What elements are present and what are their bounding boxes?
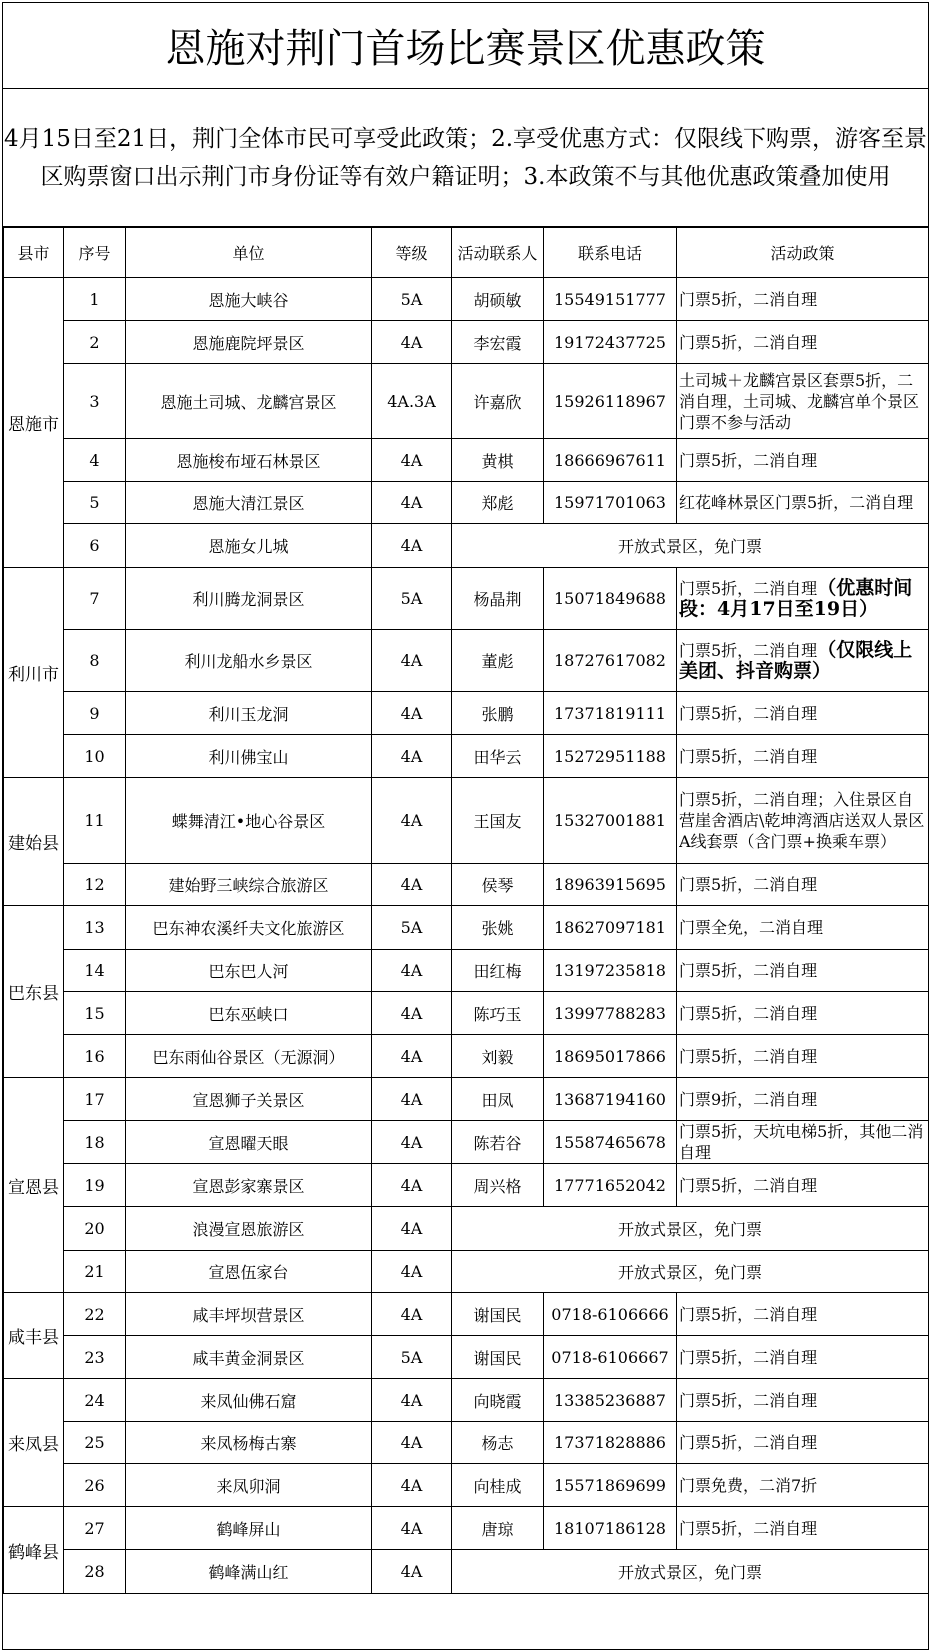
- policy-cell: [677, 321, 929, 364]
- row-number: 11: [64, 778, 126, 864]
- grade-cell: 4A: [372, 1422, 452, 1464]
- grade-cell: 4A: [372, 950, 452, 992]
- policy-cell: [677, 568, 929, 630]
- table-row: [4, 906, 929, 950]
- unit-name: 鹤峰屏山: [126, 1507, 372, 1550]
- row-number: 9: [64, 692, 126, 735]
- table-row: [4, 1336, 929, 1379]
- policy-intro: [3, 89, 928, 227]
- grade-cell: 5A: [372, 278, 452, 321]
- contact-name: 陈若谷: [452, 1121, 544, 1164]
- row-number: 7: [64, 568, 126, 630]
- county-cell: 巴东县: [4, 906, 64, 1078]
- county-cell: 咸丰县: [4, 1293, 64, 1379]
- unit-name: 咸丰坪坝营景区: [126, 1293, 372, 1336]
- open-scenic-note: 开放式景区，免门票: [452, 524, 929, 568]
- policy-cell: [677, 1464, 929, 1507]
- policy-text-wrap: [679, 289, 928, 310]
- policy-cell: [677, 1379, 929, 1422]
- table-row: [4, 950, 929, 992]
- policy-text: 门票5折，二消自理: [679, 961, 818, 980]
- policy-highlight: （仅限线上美团、抖音购票）: [679, 638, 913, 682]
- county-cell: 利川市: [4, 568, 64, 778]
- page-title: 恩施对荆门首场比赛景区优惠政策: [3, 3, 928, 89]
- policy-text-wrap: [679, 332, 928, 353]
- policy-cell: [677, 1078, 929, 1121]
- phone-number: 15571869699: [544, 1464, 677, 1507]
- table-row: [4, 1078, 929, 1121]
- policy-text-wrap: [679, 1089, 928, 1110]
- row-number: 28: [64, 1550, 126, 1594]
- table-row: [4, 692, 929, 735]
- phone-number: 18627097181: [544, 906, 677, 950]
- row-number: 26: [64, 1464, 126, 1507]
- table-row: [4, 1464, 929, 1507]
- policy-text: 门票5折，二消自理；入住景区自营崖舍酒店\乾坤湾酒店送双人景区A线套票（含门票+换乘车票）: [679, 790, 925, 851]
- row-number: 5: [64, 482, 126, 524]
- grade-cell: 4A: [372, 1164, 452, 1207]
- policy-cell: [677, 735, 929, 778]
- grade-cell: 4A: [372, 864, 452, 906]
- grade-cell: 5A: [372, 1336, 452, 1379]
- contact-name: 陈巧玉: [452, 992, 544, 1035]
- contact-name: 王国友: [452, 778, 544, 864]
- unit-name: 恩施大峡谷: [126, 278, 372, 321]
- unit-name: 来凤卯洞: [126, 1464, 372, 1507]
- contact-name: 张鹏: [452, 692, 544, 735]
- contact-name: 张姚: [452, 906, 544, 950]
- policy-cell: [677, 906, 929, 950]
- table-row: [4, 992, 929, 1035]
- grade-cell: 4A: [372, 1035, 452, 1078]
- row-number: 20: [64, 1207, 126, 1251]
- contact-name: 向桂成: [452, 1464, 544, 1507]
- phone-number: 19172437725: [544, 321, 677, 364]
- policy-text-wrap: [679, 1390, 928, 1411]
- policy-cell: [677, 630, 929, 692]
- contact-name: 杨志: [452, 1422, 544, 1464]
- phone-number: 0718-6106667: [544, 1336, 677, 1379]
- row-number: 23: [64, 1336, 126, 1379]
- grade-cell: 5A: [372, 906, 452, 950]
- grade-cell: 4A: [372, 992, 452, 1035]
- contact-name: 田凤: [452, 1078, 544, 1121]
- grade-cell: 4A: [372, 1507, 452, 1550]
- row-number: 25: [64, 1422, 126, 1464]
- contact-name: 胡硕敏: [452, 278, 544, 321]
- row-number: 1: [64, 278, 126, 321]
- policy-text-wrap: [679, 1304, 928, 1325]
- policy-text-wrap: [679, 960, 928, 981]
- row-number: 14: [64, 950, 126, 992]
- policy-text-wrap: [679, 450, 928, 471]
- policy-text-wrap: [679, 1046, 928, 1067]
- unit-name: 宣恩狮子关景区: [126, 1078, 372, 1121]
- grade-cell: 4A: [372, 482, 452, 524]
- row-number: 3: [64, 364, 126, 439]
- table-row: [4, 1035, 929, 1078]
- row-number: 2: [64, 321, 126, 364]
- phone-number: 18695017866: [544, 1035, 677, 1078]
- policy-text: 门票5折，二消自理: [679, 450, 818, 470]
- phone-number: 17371819111: [544, 692, 677, 735]
- policy-text: 门票9折，二消自理: [679, 1089, 818, 1109]
- grade-cell: 4A: [372, 321, 452, 364]
- phone-number: 15071849688: [544, 568, 677, 630]
- unit-name: 来凤杨梅古寨: [126, 1422, 372, 1464]
- table-row: [4, 735, 929, 778]
- contact-name: 侯琴: [452, 864, 544, 906]
- policy-cell: [677, 278, 929, 321]
- policy-text: 门票5折，二消自理: [679, 578, 818, 598]
- policy-text: 门票5折，天坑电梯5折，其他二消自理: [679, 1122, 924, 1162]
- county-cell: 建始县: [4, 778, 64, 906]
- unit-name: 恩施鹿院坪景区: [126, 321, 372, 364]
- header-unit: 单位: [126, 228, 372, 278]
- table-row: [4, 524, 929, 568]
- grade-cell: 4A: [372, 735, 452, 778]
- table-row: [4, 1251, 929, 1293]
- policy-text: 红花峰林景区门票5折，二消自理: [679, 493, 914, 512]
- unit-name: 恩施梭布垭石林景区: [126, 439, 372, 482]
- row-number: 17: [64, 1078, 126, 1121]
- phone-number: 13197235818: [544, 950, 677, 992]
- policy-text-wrap: [679, 576, 913, 620]
- grade-cell: 4A: [372, 778, 452, 864]
- scenic-spot-table: [3, 227, 929, 1594]
- grade-cell: 4A: [372, 524, 452, 568]
- contact-name: 谢国民: [452, 1293, 544, 1336]
- table-row: [4, 1550, 929, 1594]
- policy-cell: [677, 1293, 929, 1336]
- policy-cell: [677, 439, 929, 482]
- grade-cell: 5A: [372, 568, 452, 630]
- phone-number: 13687194160: [544, 1078, 677, 1121]
- phone-number: 18727617082: [544, 630, 677, 692]
- row-number: 4: [64, 439, 126, 482]
- phone-number: 15272951188: [544, 735, 677, 778]
- policy-text-wrap: [679, 874, 928, 895]
- policy-text: 门票5折，二消自理: [679, 1390, 818, 1410]
- open-scenic-note: 开放式景区，免门票: [452, 1251, 929, 1293]
- phone-number: 13385236887: [544, 1379, 677, 1422]
- unit-name: 巴东雨仙谷景区（无源洞）: [126, 1035, 372, 1078]
- policy-text-wrap: [679, 1518, 928, 1539]
- contact-name: 黄棋: [452, 439, 544, 482]
- table-row: [4, 1121, 929, 1164]
- policy-cell: [677, 1507, 929, 1550]
- table-row: [4, 1293, 929, 1336]
- policy-text-wrap: [679, 1347, 928, 1368]
- policy-text: 门票5折，二消自理: [679, 1304, 818, 1324]
- grade-cell: 4A: [372, 439, 452, 482]
- table-row: [4, 1379, 929, 1422]
- contact-name: 向晓霞: [452, 1379, 544, 1422]
- county-cell: 鹤峰县: [4, 1507, 64, 1594]
- county-cell: 宣恩县: [4, 1078, 64, 1293]
- phone-number: 18107186128: [544, 1507, 677, 1550]
- policy-cell: [677, 1035, 929, 1078]
- contact-name: 田红梅: [452, 950, 544, 992]
- header-number: 序号: [64, 228, 126, 278]
- grade-cell: 4A: [372, 1251, 452, 1293]
- grade-cell: 4A: [372, 692, 452, 735]
- table-row: [4, 321, 929, 364]
- phone-number: 18963915695: [544, 864, 677, 906]
- policy-highlight: （优惠时间段：4月17日至19日）: [679, 576, 913, 620]
- policy-text-wrap: [679, 789, 928, 852]
- table-row: [4, 864, 929, 906]
- unit-name: 巴东神农溪纤夫文化旅游区: [126, 906, 372, 950]
- unit-name: 咸丰黄金洞景区: [126, 1336, 372, 1379]
- header-contact: 活动联系人: [452, 228, 544, 278]
- unit-name: 巴东巫峡口: [126, 992, 372, 1035]
- policy-text: 门票5折，二消自理: [679, 746, 818, 766]
- policy-text: 门票5折，二消自理: [679, 1046, 818, 1066]
- contact-name: 董彪: [452, 630, 544, 692]
- row-number: 27: [64, 1507, 126, 1550]
- table-row: [4, 364, 929, 439]
- table-header-row: [4, 228, 929, 278]
- unit-name: 来凤仙佛石窟: [126, 1379, 372, 1422]
- phone-number: 0718-6106666: [544, 1293, 677, 1336]
- policy-text-wrap: [679, 1175, 928, 1196]
- policy-cell: [677, 692, 929, 735]
- policy-cell: [677, 1336, 929, 1379]
- policy-text-wrap: [679, 917, 928, 938]
- row-number: 6: [64, 524, 126, 568]
- table-row: [4, 630, 929, 692]
- phone-number: 17371828886: [544, 1422, 677, 1464]
- contact-name: 周兴格: [452, 1164, 544, 1207]
- table-row: [4, 1164, 929, 1207]
- policy-cell: [677, 1164, 929, 1207]
- row-number: 13: [64, 906, 126, 950]
- policy-text: 门票全免，二消自理: [679, 918, 824, 937]
- phone-number: 15587465678: [544, 1121, 677, 1164]
- grade-cell: 4A: [372, 1121, 452, 1164]
- row-number: 10: [64, 735, 126, 778]
- policy-text: 门票5折，二消自理: [679, 640, 818, 660]
- policy-text: 门票5折，二消自理: [679, 1003, 818, 1023]
- contact-name: 李宏霞: [452, 321, 544, 364]
- phone-number: 15549151777: [544, 278, 677, 321]
- policy-text-wrap: [679, 1003, 928, 1024]
- table-row: [4, 482, 929, 524]
- policy-text: 门票5折，二消自理: [679, 1518, 818, 1538]
- table-row: [4, 568, 929, 630]
- policy-text-wrap: [679, 703, 928, 724]
- unit-name: 鹤峰满山红: [126, 1550, 372, 1594]
- row-number: 22: [64, 1293, 126, 1336]
- unit-name: 恩施土司城、龙麟宫景区: [126, 364, 372, 439]
- contact-name: 谢国民: [452, 1336, 544, 1379]
- grade-cell: 4A: [372, 1550, 452, 1594]
- row-number: 8: [64, 630, 126, 692]
- county-cell: 来凤县: [4, 1379, 64, 1507]
- policy-cell: [677, 950, 929, 992]
- phone-number: 15971701063: [544, 482, 677, 524]
- grade-cell: 4A: [372, 1379, 452, 1422]
- table-body: [4, 278, 929, 1594]
- policy-text-wrap: [679, 492, 928, 513]
- unit-name: 建始野三峡综合旅游区: [126, 864, 372, 906]
- policy-intro-text: 4月15日至21日，荆门全体市民可享受此政策；2.享受优惠方式：仅限线下购票，游客至景区购票窗口出示荆门市身份证等有效户籍证明；3.本政策不与其他优惠政策叠加使用: [3, 125, 928, 190]
- row-number: 12: [64, 864, 126, 906]
- unit-name: 浪漫宣恩旅游区: [126, 1207, 372, 1251]
- row-number: 15: [64, 992, 126, 1035]
- policy-text: 门票5折，二消自理: [679, 703, 818, 723]
- header-phone: 联系电话: [544, 228, 677, 278]
- header-county: 县市: [4, 228, 64, 278]
- policy-text: 门票免费，二消7折: [679, 1475, 818, 1495]
- unit-name: 巴东巴人河: [126, 950, 372, 992]
- policy-text-wrap: [679, 638, 913, 682]
- row-number: 24: [64, 1379, 126, 1422]
- policy-text: 门票5折，二消自理: [679, 1433, 818, 1452]
- open-scenic-note: 开放式景区，免门票: [452, 1207, 929, 1251]
- contact-name: 郑彪: [452, 482, 544, 524]
- policy-text-wrap: [679, 1475, 928, 1496]
- policy-cell: [677, 1121, 929, 1164]
- policy-text-wrap: [679, 1121, 928, 1163]
- unit-name: 宣恩彭家寨景区: [126, 1164, 372, 1207]
- grade-cell: 4A: [372, 1464, 452, 1507]
- unit-name: 宣恩伍家台: [126, 1251, 372, 1293]
- policy-cell: [677, 864, 929, 906]
- policy-text: 门票5折，二消自理: [679, 289, 818, 309]
- contact-name: 刘毅: [452, 1035, 544, 1078]
- policy-text: 门票5折，二消自理: [679, 332, 818, 352]
- grade-cell: 4A.3A: [372, 364, 452, 439]
- unit-name: 利川玉龙洞: [126, 692, 372, 735]
- row-number: 21: [64, 1251, 126, 1293]
- grade-cell: 4A: [372, 1078, 452, 1121]
- grade-cell: 4A: [372, 1207, 452, 1251]
- policy-text: 门票5折，二消自理: [679, 1175, 818, 1195]
- table-row: [4, 778, 929, 864]
- policy-cell: [677, 992, 929, 1035]
- unit-name: 蝶舞清江•地心谷景区: [126, 778, 372, 864]
- table-row: [4, 278, 929, 321]
- phone-number: 18666967611: [544, 439, 677, 482]
- open-scenic-note: 开放式景区，免门票: [452, 1550, 929, 1594]
- policy-cell: [677, 364, 929, 439]
- header-grade: 等级: [372, 228, 452, 278]
- table-row: [4, 1507, 929, 1550]
- unit-name: 恩施大清江景区: [126, 482, 372, 524]
- policy-text-wrap: [679, 746, 928, 767]
- phone-number: 13997788283: [544, 992, 677, 1035]
- contact-name: 田华云: [452, 735, 544, 778]
- policy-sheet: [2, 2, 929, 1650]
- policy-text: 门票5折，二消自理: [679, 875, 818, 894]
- policy-text: 土司城＋龙麟宫景区套票5折，二消自理，土司城、龙麟宫单个景区门票不参与活动: [679, 370, 920, 432]
- phone-number: 15327001881: [544, 778, 677, 864]
- policy-cell: [677, 778, 929, 864]
- row-number: 16: [64, 1035, 126, 1078]
- policy-text-wrap: [679, 371, 919, 432]
- policy-cell: [677, 482, 929, 524]
- row-number: 19: [64, 1164, 126, 1207]
- unit-name: 利川佛宝山: [126, 735, 372, 778]
- grade-cell: 4A: [372, 1293, 452, 1336]
- unit-name: 恩施女儿城: [126, 524, 372, 568]
- unit-name: 利川腾龙洞景区: [126, 568, 372, 630]
- table-row: [4, 1207, 929, 1251]
- policy-text: 门票5折，二消自理: [679, 1347, 818, 1367]
- policy-cell: [677, 1422, 929, 1464]
- contact-name: 许嘉欣: [452, 364, 544, 439]
- phone-number: 15926118967: [544, 364, 677, 439]
- contact-name: 杨晶荆: [452, 568, 544, 630]
- county-cell: 恩施市: [4, 278, 64, 568]
- phone-number: 17771652042: [544, 1164, 677, 1207]
- table-row: [4, 439, 929, 482]
- contact-name: 唐琼: [452, 1507, 544, 1550]
- table-row: [4, 1422, 929, 1464]
- grade-cell: 4A: [372, 630, 452, 692]
- unit-name: 宣恩曜天眼: [126, 1121, 372, 1164]
- header-policy: 活动政策: [677, 228, 929, 278]
- unit-name: 利川龙船水乡景区: [126, 630, 372, 692]
- policy-text-wrap: [679, 1432, 928, 1453]
- row-number: 18: [64, 1121, 126, 1164]
